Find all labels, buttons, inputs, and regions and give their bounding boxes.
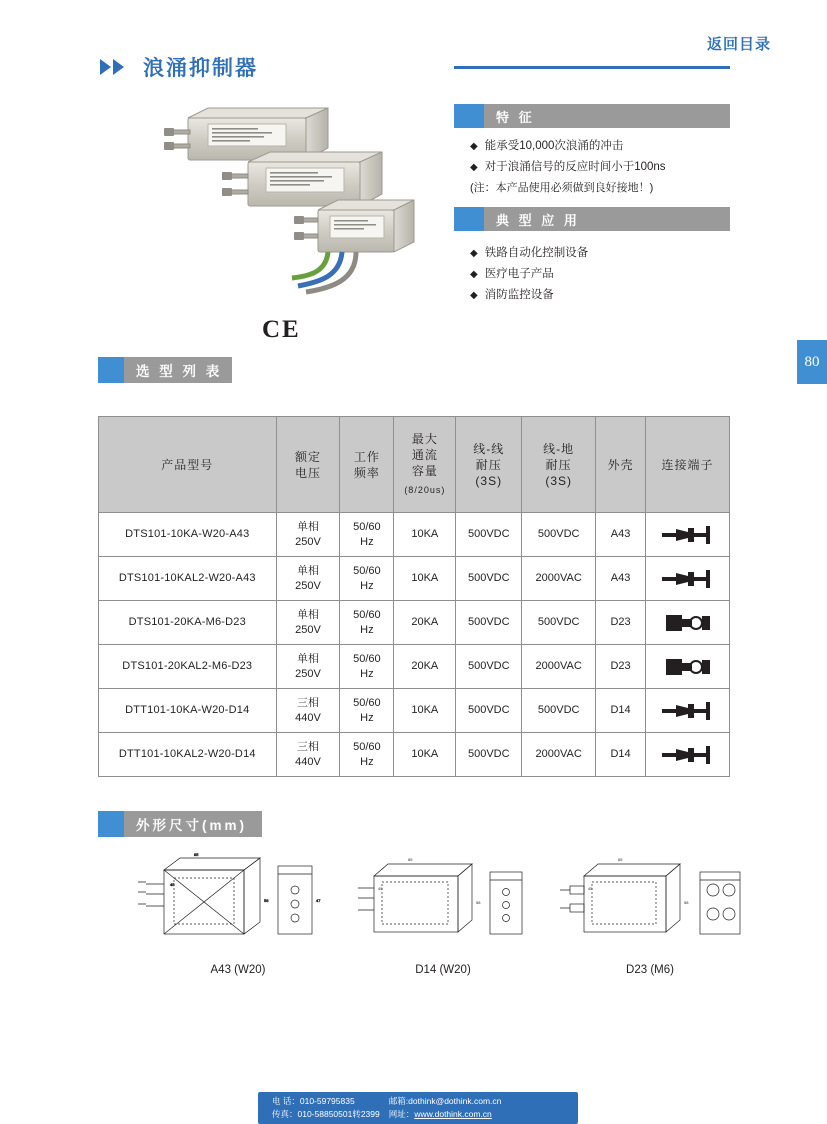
page-title: 浪涌抑制器 [143, 57, 258, 80]
column-header-model-label: 产品型号 [161, 457, 214, 472]
cell-line-ground: 2000VAC [522, 557, 596, 601]
cell-max-current: 10KA [394, 689, 456, 733]
column-header-model [99, 417, 277, 513]
back-to-contents-link[interactable]: 返回目录 [706, 36, 771, 53]
dimension-caption: D23 (M6) [626, 964, 674, 976]
application-text: 医疗电子产品 [484, 268, 554, 280]
cell-case: D23 [596, 645, 646, 689]
svg-text:45: 45 [378, 886, 383, 891]
column-header-max-current-unit: (8/20us) [404, 485, 446, 495]
dimensions-label-accent [98, 811, 124, 837]
cell-terminal [646, 733, 730, 777]
cell-terminal [646, 689, 730, 733]
svg-text:85: 85 [408, 857, 413, 862]
svg-text:45: 45 [170, 882, 175, 887]
cell-max-current: 20KA [394, 601, 456, 645]
svg-text:45: 45 [588, 886, 593, 891]
dimension-drawing-a43 [138, 852, 338, 982]
cell-case: D14 [596, 733, 646, 777]
cell-model: DTS101-10KA-W20-A43 [99, 513, 277, 557]
cell-frequency: 50/60 Hz [340, 601, 394, 645]
selection-list-label [98, 357, 232, 383]
cell-line-ground: 500VDC [522, 689, 596, 733]
feature-text: 能承受10,000次浪涌的冲击 [484, 140, 624, 152]
ce-mark: CE [262, 316, 301, 343]
footer-contact-bar [258, 1092, 578, 1124]
dimensions-label-text: 外形尺寸(mm) [136, 818, 247, 833]
product-photo [150, 100, 430, 310]
footer-fax: 传真：010-58850501转2399 [272, 1109, 380, 1119]
column-header-terminal [646, 417, 730, 513]
list-item [470, 285, 750, 306]
svg-text:58: 58 [684, 900, 689, 905]
application-text: 铁路自动化控制设备 [484, 247, 589, 259]
cell-terminal [646, 645, 730, 689]
diamond-bullet-icon: ◆ [470, 162, 478, 173]
cell-voltage: 单相 250V [276, 601, 340, 645]
terminal-screw-icon [660, 572, 716, 584]
cell-case: D14 [596, 689, 646, 733]
selection-label-accent [98, 357, 124, 383]
selection-label-text: 选 型 列 表 [136, 364, 223, 379]
dimension-drawing-d14 [348, 852, 538, 982]
applications-list [470, 243, 750, 306]
features-header-accent [454, 104, 484, 128]
cell-model: DTS101-20KA-M6-D23 [99, 601, 277, 645]
terminal-screw-icon [660, 748, 716, 760]
features-note: (注：本产品使用必须做到良好接地！) [470, 182, 654, 194]
features-section-header [454, 104, 730, 128]
column-header-frequency: 工作 频率 [340, 417, 394, 513]
list-item [470, 136, 750, 157]
features-header-label: 特 征 [496, 109, 535, 125]
feature-text: 对于浪涌信号的反应时间小于100ns [484, 161, 666, 173]
header-divider [454, 66, 730, 69]
diamond-bullet-icon: ◆ [470, 248, 478, 259]
column-header-line-line: 线-线 耐压 (3S) [456, 417, 522, 513]
cell-frequency: 50/60 Hz [340, 689, 394, 733]
cell-model: DTS101-20KAL2-M6-D23 [99, 645, 277, 689]
list-item [470, 157, 750, 178]
list-item [470, 243, 750, 264]
features-list [470, 136, 750, 198]
table-row [99, 513, 730, 557]
svg-text:58: 58 [264, 898, 269, 903]
dimension-caption: D14 (W20) [415, 964, 471, 976]
table-row [99, 601, 730, 645]
diamond-bullet-icon: ◆ [470, 269, 478, 280]
cell-line-line: 500VDC [456, 645, 522, 689]
cell-voltage: 单相 250V [276, 557, 340, 601]
footer-website-link[interactable]: www.dothink.com.cn [414, 1109, 492, 1119]
cell-case: D23 [596, 601, 646, 645]
terminal-screw-icon [660, 528, 716, 540]
svg-text:58: 58 [476, 900, 481, 905]
footer-web-group [389, 1095, 564, 1121]
terminal-screw-icon [660, 704, 716, 716]
column-header-max-current: 最大 通流 容量 (8/20us) [394, 417, 456, 513]
cell-model: DTS101-10KAL2-W20-A43 [99, 557, 277, 601]
cell-frequency: 50/60 Hz [340, 645, 394, 689]
cell-line-line: 500VDC [456, 513, 522, 557]
cell-frequency: 50/60 Hz [340, 513, 394, 557]
table-row [99, 645, 730, 689]
cell-case: A43 [596, 513, 646, 557]
applications-header-accent [454, 207, 484, 231]
cell-max-current: 10KA [394, 733, 456, 777]
cell-line-ground: 500VDC [522, 513, 596, 557]
diamond-bullet-icon: ◆ [470, 141, 478, 152]
svg-text:47: 47 [316, 898, 321, 903]
list-item [470, 264, 750, 285]
application-text: 消防监控设备 [484, 289, 554, 301]
selection-table [98, 416, 730, 777]
cell-terminal [646, 557, 730, 601]
cell-terminal [646, 601, 730, 645]
cell-model: DTT101-10KAL2-W20-D14 [99, 733, 277, 777]
diamond-bullet-icon: ◆ [470, 290, 478, 301]
footer-website-label: 网址： [388, 1109, 415, 1119]
cell-case: A43 [596, 557, 646, 601]
footer-phone: 电 话：010-59795835 [272, 1096, 355, 1106]
cell-frequency: 50/60 Hz [340, 733, 394, 777]
table-row [99, 557, 730, 601]
applications-header-label: 典 型 应 用 [496, 212, 580, 228]
column-header-terminal-label: 连接端子 [661, 457, 714, 472]
chevron-right-icon [98, 57, 132, 77]
cell-line-ground: 500VDC [522, 601, 596, 645]
table-header-row [99, 417, 730, 513]
table-row [99, 733, 730, 777]
table-row [99, 689, 730, 733]
dimension-caption: A43 (W20) [210, 964, 266, 976]
terminal-block-icon [660, 660, 716, 672]
cell-frequency: 50/60 Hz [340, 557, 394, 601]
dimension-drawings [98, 852, 730, 982]
svg-text:85: 85 [618, 857, 623, 862]
cell-line-line: 500VDC [456, 733, 522, 777]
cell-line-line: 500VDC [456, 689, 522, 733]
dimension-drawing-d23 [550, 852, 750, 982]
cell-voltage: 三相 440V [276, 689, 340, 733]
page-number-badge: 80 [797, 340, 827, 384]
page-title-group [98, 52, 258, 82]
cell-model: DTT101-10KA-W20-D14 [99, 689, 277, 733]
svg-text:85: 85 [194, 852, 199, 857]
column-header-case: 外壳 [596, 417, 646, 513]
cell-line-line: 500VDC [456, 601, 522, 645]
footer-website-row [389, 1108, 564, 1121]
cell-voltage: 三相 440V [276, 733, 340, 777]
column-header-voltage: 额定 电压 [276, 417, 340, 513]
column-header-line-ground: 线-地 耐压 (3S) [522, 417, 596, 513]
cell-line-ground: 2000VAC [522, 733, 596, 777]
cell-terminal [646, 513, 730, 557]
footer-email: 邮箱:dothink@dothink.com.cn [388, 1096, 502, 1106]
applications-section-header [454, 207, 730, 231]
cell-line-ground: 2000VAC [522, 645, 596, 689]
dimensions-label [98, 811, 262, 837]
cell-max-current: 10KA [394, 513, 456, 557]
cell-voltage: 单相 250V [276, 645, 340, 689]
cell-line-line: 500VDC [456, 557, 522, 601]
cell-voltage: 单相 250V [276, 513, 340, 557]
footer-phone-group [272, 1095, 389, 1121]
cell-max-current: 10KA [394, 557, 456, 601]
terminal-block-icon [660, 616, 716, 628]
cell-max-current: 20KA [394, 645, 456, 689]
